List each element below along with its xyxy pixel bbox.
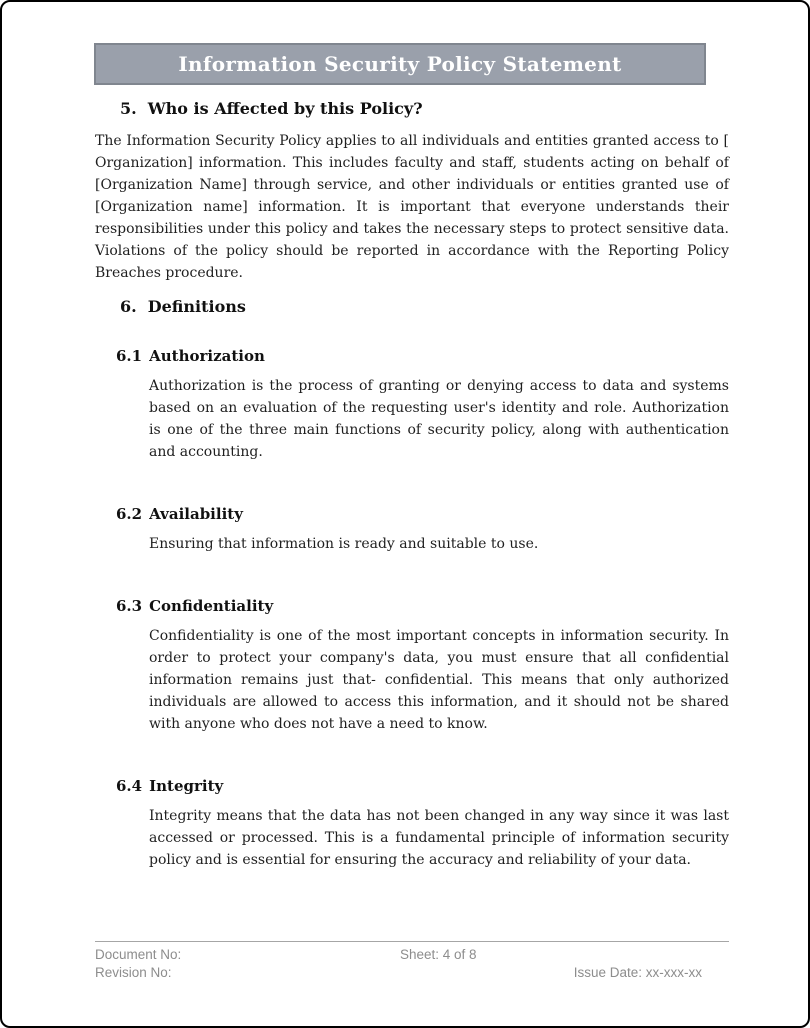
section-5-number: 5. [120, 99, 137, 118]
footer-document-no: Document No: [95, 947, 182, 962]
section-6-heading-text: Definitions [147, 297, 246, 316]
footer-issue-date: Issue Date: xx-xxx-xx [573, 965, 702, 980]
definition-6-1-heading [95, 347, 729, 365]
section-6-number: 6. [120, 297, 137, 316]
footer-sheet-number: Sheet: 4 of 8 [400, 947, 477, 962]
footer-row-2 [95, 964, 729, 982]
document-footer [95, 941, 729, 982]
section-5-heading [95, 99, 729, 118]
definition-6-2-id: 6.2 [116, 505, 143, 523]
footer-revision-no: Revision No: [95, 965, 172, 980]
document-header-bar [94, 43, 706, 85]
definition-6-1-body: Authorization is the process of granting or denying access to data and systems based on an evaluation of the requesting user's identity and role. Authorization is one of the three main functions of security policy, along with authentication and accounting. [149, 378, 729, 460]
footer-divider [95, 941, 729, 942]
definition-6-3-title: Confidentiality [149, 597, 274, 615]
document-content [95, 85, 729, 871]
section-5-heading-text: Who is Affected by this Policy? [147, 99, 423, 118]
definition-6-2-heading [95, 505, 729, 523]
definition-6-4-id: 6.4 [116, 777, 143, 795]
section-6-heading [95, 297, 729, 316]
definition-6-2-body: Ensuring that information is ready and suitable to use. [149, 536, 539, 552]
document-title: Information Security Policy Statement [178, 52, 622, 76]
definition-6-1-title: Authorization [149, 347, 265, 365]
definition-6-4-heading [95, 777, 729, 795]
definition-6-3-heading [95, 597, 729, 615]
definition-6-3-body: Confidentiality is one of the most important concepts in information security. In order to protect your company's data, you must ensure that all confidential information remains just that- confidential. This means that only authorized individuals are allowed to access this information, and it should not be shared with anyone who does not have a need to know. [149, 628, 729, 732]
footer-row-1 [95, 946, 729, 964]
definition-6-4-title: Integrity [149, 777, 224, 795]
section-5-paragraph: The Information Security Policy applies to all individuals and entities granted access to [ Organization] information. This includes faculty and staff, students acting on behalf of [Organization Name] through service, and other individuals or entities granted use of [Organization name] information. It is important that everyone understands their responsibilities under this policy and takes the necessary steps to protect sensitive data. Violations of the policy should be reported in accordance with the Reporting Policy Breaches procedure. [95, 133, 729, 281]
definition-6-2-title: Availability [149, 505, 243, 523]
definition-6-3-id: 6.3 [116, 597, 143, 615]
definition-6-4-body: Integrity means that the data has not been changed in any way since it was last accessed or processed. This is a fundamental principle of information security policy and is essential for ensuring the accuracy and reliability of your data. [149, 808, 729, 868]
definition-6-1-id: 6.1 [116, 347, 143, 365]
